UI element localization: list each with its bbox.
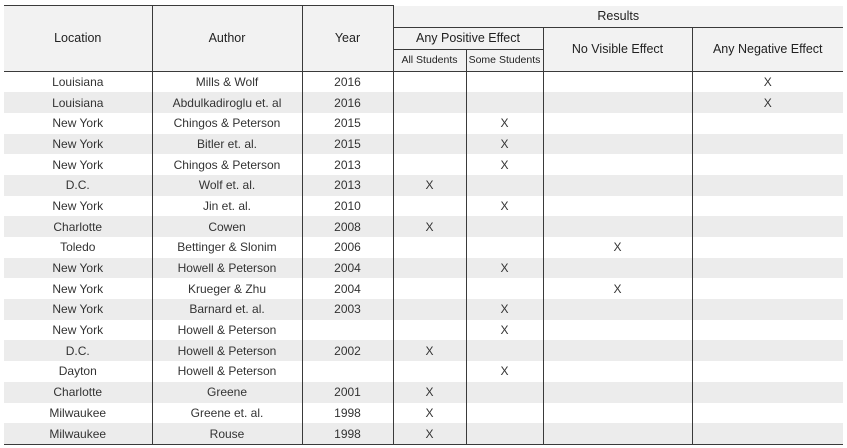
any-negative-effect-mark: X	[692, 71, 843, 92]
author-cell: Greene et. al.	[152, 403, 302, 424]
author-cell: Cowen	[152, 216, 302, 237]
year-cell: 2016	[302, 71, 393, 92]
author-cell: Howell & Peterson	[152, 361, 302, 382]
all-students-mark: X	[393, 382, 466, 403]
table-header	[4, 6, 843, 72]
any-negative-effect-mark	[692, 113, 843, 134]
some-students-mark: X	[466, 361, 543, 382]
some-students-mark	[466, 175, 543, 196]
no-visible-effect-mark: X	[543, 237, 692, 258]
author-cell: Greene	[152, 382, 302, 403]
all-students-mark: X	[393, 216, 466, 237]
year-cell: 2006	[302, 237, 393, 258]
all-students-mark	[393, 92, 466, 113]
all-students-mark	[393, 71, 466, 92]
author-cell: Barnard et. al.	[152, 299, 302, 320]
location-cell: Charlotte	[4, 216, 152, 237]
no-visible-effect-mark	[543, 175, 692, 196]
year-cell: 1998	[302, 403, 393, 424]
no-visible-effect-mark: X	[543, 278, 692, 299]
all-students-mark: X	[393, 175, 466, 196]
location-cell: Toledo	[4, 237, 152, 258]
location-cell: New York	[4, 134, 152, 155]
all-students-mark	[393, 196, 466, 217]
year-cell: 2003	[302, 299, 393, 320]
some-students-mark	[466, 423, 543, 444]
some-students-mark	[466, 92, 543, 113]
no-visible-effect-mark	[543, 340, 692, 361]
location-cell: New York	[4, 278, 152, 299]
table-row	[4, 361, 843, 382]
some-students-mark	[466, 403, 543, 424]
year-cell: 2015	[302, 134, 393, 155]
author-cell: Chingos & Peterson	[152, 154, 302, 175]
any-negative-effect-mark	[692, 278, 843, 299]
any-positive-effect-header: Any Positive Effect	[393, 27, 543, 49]
year-cell	[302, 320, 393, 341]
table-row	[4, 196, 843, 217]
author-cell: Jin et. al.	[152, 196, 302, 217]
some-students-mark: X	[466, 196, 543, 217]
year-cell: 2013	[302, 154, 393, 175]
any-negative-effect-mark	[692, 403, 843, 424]
table-row	[4, 340, 843, 361]
author-header: Author	[152, 6, 302, 72]
any-negative-effect-mark	[692, 423, 843, 444]
author-cell: Wolf et. al.	[152, 175, 302, 196]
table-row	[4, 113, 843, 134]
location-cell: New York	[4, 113, 152, 134]
no-visible-effect-mark	[543, 299, 692, 320]
table-row	[4, 154, 843, 175]
table-body	[4, 71, 843, 444]
any-negative-effect-mark	[692, 382, 843, 403]
table-row	[4, 175, 843, 196]
any-negative-effect-mark	[692, 237, 843, 258]
year-cell: 2013	[302, 175, 393, 196]
location-cell: New York	[4, 258, 152, 279]
author-cell: Bettinger & Slonim	[152, 237, 302, 258]
some-students-mark: X	[466, 258, 543, 279]
no-visible-effect-mark	[543, 134, 692, 155]
all-students-mark	[393, 320, 466, 341]
year-cell: 2004	[302, 278, 393, 299]
all-students-mark	[393, 299, 466, 320]
some-students-mark	[466, 237, 543, 258]
year-cell: 1998	[302, 423, 393, 444]
author-cell: Krueger & Zhu	[152, 278, 302, 299]
any-negative-effect-mark	[692, 361, 843, 382]
all-students-mark	[393, 134, 466, 155]
results-table	[4, 5, 843, 445]
no-visible-effect-mark	[543, 92, 692, 113]
some-students-mark: X	[466, 134, 543, 155]
some-students-mark	[466, 278, 543, 299]
year-header: Year	[302, 6, 393, 72]
no-visible-effect-mark	[543, 403, 692, 424]
author-cell: Bitler et. al.	[152, 134, 302, 155]
all-students-mark	[393, 237, 466, 258]
year-cell: 2001	[302, 382, 393, 403]
some-students-mark: X	[466, 154, 543, 175]
year-cell: 2008	[302, 216, 393, 237]
table-row	[4, 403, 843, 424]
year-cell: 2002	[302, 340, 393, 361]
location-cell: D.C.	[4, 175, 152, 196]
table-row	[4, 216, 843, 237]
no-visible-effect-mark	[543, 361, 692, 382]
year-cell	[302, 361, 393, 382]
author-cell: Chingos & Peterson	[152, 113, 302, 134]
table-row	[4, 320, 843, 341]
location-cell: New York	[4, 320, 152, 341]
location-cell: Dayton	[4, 361, 152, 382]
year-cell: 2015	[302, 113, 393, 134]
any-negative-effect-mark	[692, 216, 843, 237]
table-row	[4, 423, 843, 444]
table-row	[4, 278, 843, 299]
author-cell: Abdulkadiroglu et. al	[152, 92, 302, 113]
all-students-mark	[393, 278, 466, 299]
all-students-mark	[393, 113, 466, 134]
no-visible-effect-mark	[543, 320, 692, 341]
no-visible-effect-mark	[543, 216, 692, 237]
author-cell: Howell & Peterson	[152, 340, 302, 361]
some-students-mark: X	[466, 299, 543, 320]
table-row	[4, 134, 843, 155]
year-cell: 2016	[302, 92, 393, 113]
location-cell: Charlotte	[4, 382, 152, 403]
location-cell: Milwaukee	[4, 403, 152, 424]
location-cell: Louisiana	[4, 71, 152, 92]
some-students-mark: X	[466, 320, 543, 341]
all-students-mark	[393, 258, 466, 279]
table-row	[4, 299, 843, 320]
location-cell: New York	[4, 154, 152, 175]
table-row	[4, 237, 843, 258]
all-students-mark	[393, 361, 466, 382]
location-cell: Louisiana	[4, 92, 152, 113]
no-visible-effect-mark	[543, 423, 692, 444]
location-cell: New York	[4, 196, 152, 217]
results-header: Results	[393, 6, 843, 28]
no-visible-effect-mark	[543, 196, 692, 217]
no-visible-effect-mark	[543, 382, 692, 403]
author-cell: Howell & Peterson	[152, 320, 302, 341]
location-cell: D.C.	[4, 340, 152, 361]
all-students-mark: X	[393, 340, 466, 361]
any-negative-effect-mark: X	[692, 92, 843, 113]
year-cell: 2010	[302, 196, 393, 217]
location-header: Location	[4, 6, 152, 72]
author-cell: Rouse	[152, 423, 302, 444]
some-students-header: Some Students	[466, 49, 543, 71]
all-students-header: All Students	[393, 49, 466, 71]
table-row	[4, 92, 843, 113]
any-negative-effect-mark	[692, 134, 843, 155]
any-negative-effect-mark	[692, 299, 843, 320]
some-students-mark	[466, 382, 543, 403]
any-negative-effect-mark	[692, 154, 843, 175]
all-students-mark: X	[393, 403, 466, 424]
any-negative-effect-mark	[692, 340, 843, 361]
no-visible-effect-mark	[543, 258, 692, 279]
no-visible-effect-mark	[543, 113, 692, 134]
some-students-mark	[466, 340, 543, 361]
no-visible-effect-mark	[543, 71, 692, 92]
location-cell: Milwaukee	[4, 423, 152, 444]
any-negative-effect-header: Any Negative Effect	[692, 27, 843, 71]
all-students-mark: X	[393, 423, 466, 444]
author-cell: Howell & Peterson	[152, 258, 302, 279]
any-negative-effect-mark	[692, 196, 843, 217]
table-row	[4, 382, 843, 403]
any-negative-effect-mark	[692, 258, 843, 279]
location-cell: New York	[4, 299, 152, 320]
some-students-mark: X	[466, 113, 543, 134]
any-negative-effect-mark	[692, 320, 843, 341]
author-cell: Mills & Wolf	[152, 71, 302, 92]
no-visible-effect-header: No Visible Effect	[543, 27, 692, 71]
table-row	[4, 258, 843, 279]
table-row	[4, 71, 843, 92]
year-cell: 2004	[302, 258, 393, 279]
some-students-mark	[466, 216, 543, 237]
all-students-mark	[393, 154, 466, 175]
some-students-mark	[466, 71, 543, 92]
any-negative-effect-mark	[692, 175, 843, 196]
no-visible-effect-mark	[543, 154, 692, 175]
